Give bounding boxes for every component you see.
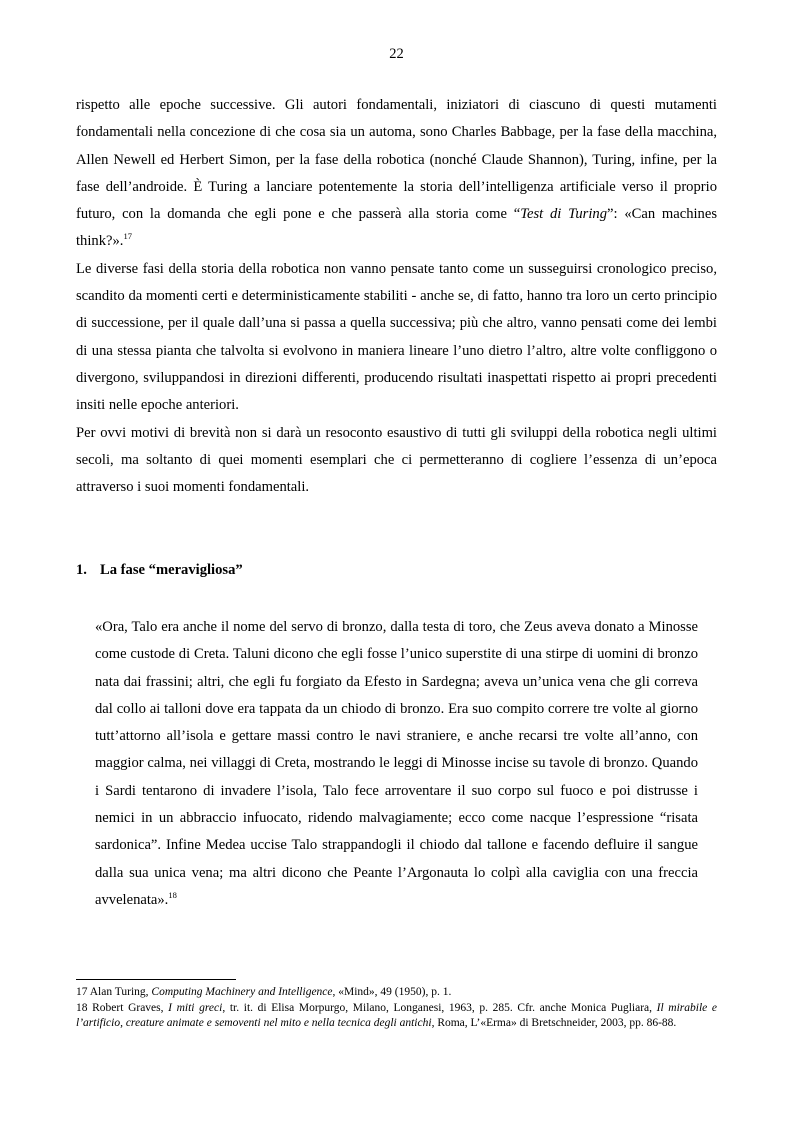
- body-text: [76, 92, 717, 501]
- footnote-18-mid: , tr. it. di Elisa Morpurgo, Milano, Longanesi, 1963, p. 285. Cfr. anche Monica Pugliara,: [222, 1001, 657, 1014]
- page-number: 22: [389, 46, 404, 62]
- footnote-18-title: I miti greci: [168, 1001, 223, 1014]
- footnote-17: [76, 985, 717, 1001]
- paragraph-1-tail: ”: «Can machines think?».: [76, 206, 718, 250]
- section-heading: [76, 562, 243, 579]
- footnote-ref-17[interactable]: 17: [123, 231, 132, 242]
- footnotes: [76, 985, 717, 1032]
- paragraph-2: Le diverse fasi della storia della robotica non vanno pensate tanto come un susseguirsi cronologico preciso, scandito da momenti certi e deterministicamente stabiliti - anche se, di fatto, hanno tra loro un certo principio di successione, per il quale dall’una si passa a quella successiva; più che altro, vanno pensati come dei lembi di una stessa pianta che talvolta si evolvono in maniera lineare l’uno dietro l’altro, altre volte confliggono o divergono, sviluppandosi in direzioni differenti, producendo risultati inaspettati rispetto ai propri precedenti insiti nelle epoche anteriori.: [76, 260, 717, 414]
- section-number: 1.: [76, 562, 87, 578]
- section-title: La fase “meravigliosa”: [100, 562, 243, 578]
- quote-text: «Ora, Talo era anche il nome del servo di bronzo, dalla testa di toro, che Zeus aveva donato a Minosse come custode di Creta. Taluni dicono che egli fosse l’unico superstite di una stirpe di uomini di bronzo nata dai frassini; altri, che egli fu forgiato da Efesto in Sardegna; aveva un’unica vena che gli correva dal collo ai talloni dove era tappata da un chiodo di bronzo. Era suo compito correre tre volte al giorno tutt’attorno all’isola e gettare massi contro le navi straniere, e anche recarsi tre volte all’anno, con maggior calma, nei villaggi di Creta, mostrando le leggi di Minosse incise su tavole di bronzo. Quando i Sardi tentarono di invadere l’isola, Talo fece arroventare il suo corpo sul fuoco e poi distrusse i nemici in un abbraccio infuocato, ridendo malvagiamente; ecco come nacque l’espressione “risata sardonica”. Infine Medea uccise Talo strappandogli il chiodo dal tallone e facendo defluire il sangue dalla sua unica vena; ma altri dicono che Peante l’Argonauta lo colpì alla caviglia con una freccia avvelenata».: [95, 619, 698, 908]
- footnote-17-label: 17: [76, 986, 88, 998]
- paragraph-3: Per ovvi motivi di brevità non si darà un resoconto esaustivo di tutti gli sviluppi della robotica negli ultimi secoli, ma soltanto di quei momenti esemplari che ci permetteranno di cogliere l’essenza di un’epoca attraverso i suoi momenti fondamentali.: [76, 424, 717, 496]
- footnote-ref-18[interactable]: 18: [168, 889, 177, 900]
- footnote-17-title: Computing Machinery and Intelligence: [151, 986, 333, 998]
- footnote-17-rest: , «Mind», 49 (1950), p. 1.: [332, 986, 452, 998]
- footnote-separator: [76, 979, 236, 980]
- paragraph-1-text: rispetto alle epoche successive. Gli autori fondamentali, iniziatori di ciascuno di questi mutamenti fondamentali nella concezione di che cosa sia un automa, sono Charles Babbage, per la fase della macchina, Allen Newell ed Herbert Simon, per la fase della robotica (nonché Claude Shannon), Turing, infine, per la fase dell’androide. È Turing a lanciare potentemente la storia dell’intelligenza artificiale verso il proprio futuro, con la domanda che egli pone e che passerà alla storia come “: [76, 97, 717, 223]
- footnote-18-title2: Il mirabile e l’artificio, creature animate e semoventi nel mito e nella tecnica degli antichi: [76, 1001, 718, 1030]
- footnote-18-author: Robert Graves,: [92, 1001, 169, 1014]
- paragraph-1-italic: Test di Turing: [520, 206, 608, 223]
- footnote-17-author: Alan Turing,: [89, 986, 152, 998]
- quote-paragraph: [95, 614, 698, 914]
- footnote-18-rest: , Roma, L’«Erma» di Bretschneider, 2003, pp. 86-88.: [431, 1017, 677, 1030]
- paragraph-1: [76, 92, 717, 256]
- block-quote: [95, 614, 698, 914]
- footnote-18-label: 18: [76, 1001, 88, 1014]
- footnote-18: [76, 1001, 717, 1032]
